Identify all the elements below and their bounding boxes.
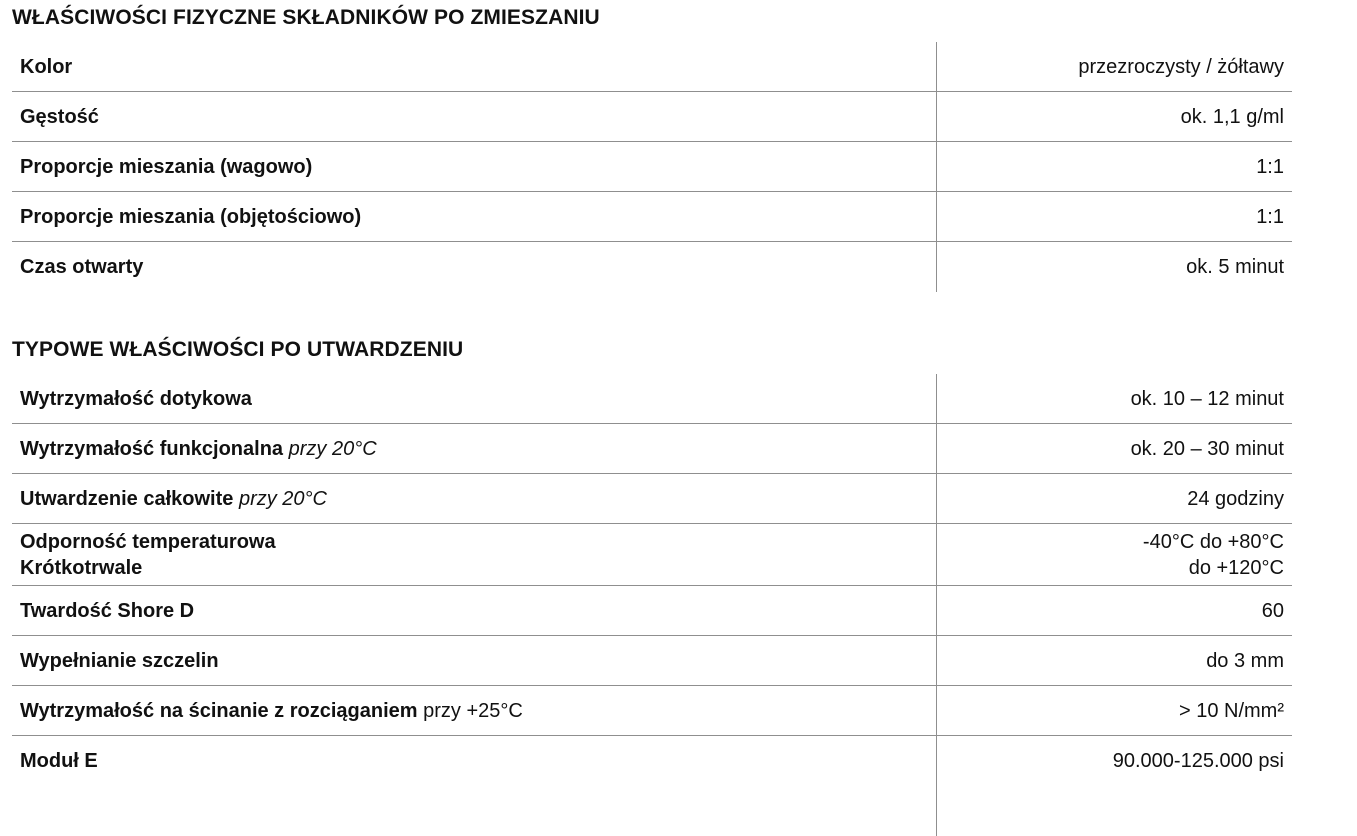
table-row xyxy=(12,242,1292,292)
section-title: WŁAŚCIWOŚCI FIZYCZNE SKŁADNIKÓW PO ZMIESZANIU xyxy=(12,6,600,29)
row-note: przy 20°C xyxy=(288,437,377,460)
row-value: 24 godziny xyxy=(1187,487,1284,510)
row-label: Czas otwarty xyxy=(20,256,144,278)
row-label: Utwardzenie całkowite xyxy=(20,487,234,510)
table-row xyxy=(12,142,1292,192)
row-value: ok. 5 minut xyxy=(1186,256,1284,278)
column-divider xyxy=(936,374,937,836)
table-row xyxy=(12,474,1292,524)
row-label-secondary: Krótkotrwale xyxy=(20,556,143,579)
row-note: przy +25°C xyxy=(423,699,523,722)
table-row xyxy=(12,686,1292,736)
column-divider xyxy=(936,42,937,292)
row-label: Wytrzymałość dotykowa xyxy=(20,387,252,410)
row-value: > 10 N/mm² xyxy=(1178,699,1284,722)
section-cured-properties xyxy=(12,334,1292,786)
row-label: Proporcje mieszania (objętościowo) xyxy=(20,205,362,228)
table-row xyxy=(12,586,1292,636)
section-title: TYPOWE WŁAŚCIWOŚCI PO UTWARDZENIU xyxy=(12,338,464,361)
row-value-secondary: do +120°C xyxy=(1188,556,1284,579)
row-note: przy 20°C xyxy=(238,487,327,510)
row-value: 1:1 xyxy=(1256,205,1284,228)
row-label: Wytrzymałość na ścinanie z rozciąganiem xyxy=(20,699,418,722)
properties-table xyxy=(12,374,1292,786)
row-value: przezroczysty / żółtawy xyxy=(1078,55,1284,78)
row-label: Wytrzymałość funkcjonalna xyxy=(20,437,284,460)
table-row xyxy=(12,192,1292,242)
table-row xyxy=(12,374,1292,424)
table-row xyxy=(12,524,1292,586)
row-value: 90.000-125.000 psi xyxy=(1112,750,1284,772)
row-label: Kolor xyxy=(20,55,73,78)
row-label: Odporność temperaturowa xyxy=(20,530,276,553)
table-row xyxy=(12,636,1292,686)
table-row xyxy=(12,736,1292,786)
row-value: ok. 1,1 g/ml xyxy=(1180,105,1284,128)
table-row xyxy=(12,424,1292,474)
section-physical-properties xyxy=(12,2,1292,292)
row-label: Moduł E xyxy=(20,750,98,772)
table-row xyxy=(12,42,1292,92)
row-label: Proporcje mieszania (wagowo) xyxy=(20,155,313,178)
row-value: ok. 20 – 30 minut xyxy=(1130,437,1284,460)
row-value: -40°C do +80°C xyxy=(1142,530,1284,553)
row-value: ok. 10 – 12 minut xyxy=(1130,387,1284,410)
row-value: 60 xyxy=(1261,599,1284,622)
row-value: do 3 mm xyxy=(1206,649,1284,672)
table-row xyxy=(12,92,1292,142)
row-label: Twardość Shore D xyxy=(20,599,195,622)
properties-table xyxy=(12,42,1292,292)
row-value: 1:1 xyxy=(1256,155,1284,178)
row-label: Wypełnianie szczelin xyxy=(20,649,219,672)
row-label: Gęstość xyxy=(20,105,99,128)
